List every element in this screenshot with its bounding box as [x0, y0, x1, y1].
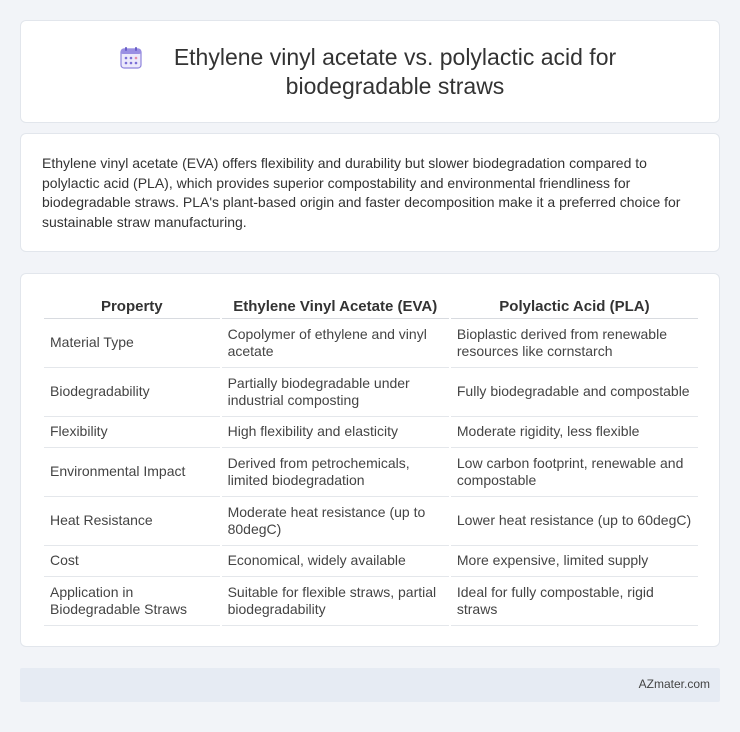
cell-eva: Economical, widely available: [222, 546, 449, 577]
cell-eva: Suitable for flexible straws, partial biodegradability: [222, 577, 449, 626]
cell-property: Environmental Impact: [44, 448, 220, 497]
table-row: [44, 368, 698, 417]
table-row: [44, 546, 698, 577]
cell-property: Flexibility: [44, 417, 220, 448]
header-pla: Polylactic Acid (PLA): [451, 294, 698, 319]
comparison-table-card: [20, 273, 720, 647]
header-eva: Ethylene Vinyl Acetate (EVA): [222, 294, 449, 319]
table-row: [44, 577, 698, 626]
page-title: Ethylene vinyl acetate vs. polylactic acid for biodegradable straws: [173, 44, 617, 99]
cell-eva: Moderate heat resistance (up to 80degC): [222, 497, 449, 546]
cell-eva: Derived from petrochemicals, limited biodegradation: [222, 448, 449, 497]
cell-property: Heat Resistance: [44, 497, 220, 546]
table-row: [44, 497, 698, 546]
table-row: [44, 417, 698, 448]
cell-eva: High flexibility and elasticity: [222, 417, 449, 448]
cell-pla: More expensive, limited supply: [451, 546, 698, 577]
cell-pla: Lower heat resistance (up to 60degC): [451, 497, 698, 546]
table-header-row: [44, 294, 698, 319]
cell-property: Material Type: [44, 319, 220, 368]
cell-pla: Ideal for fully compostable, rigid straws: [451, 577, 698, 626]
table-row: [44, 448, 698, 497]
cell-pla: Fully biodegradable and compostable: [451, 368, 698, 417]
cell-pla: Moderate rigidity, less flexible: [451, 417, 698, 448]
footer-bar: [20, 668, 720, 702]
title-card: [20, 20, 720, 123]
cell-pla: Low carbon footprint, renewable and compostable: [451, 448, 698, 497]
comparison-table: [42, 294, 700, 626]
summary-text: Ethylene vinyl acetate (EVA) offers flexibility and durability but slower biodegradation compared to polylactic acid (PLA), which provides superior compostability and environmental friendliness for biodegradable straws. PLA's plant-based origin and faster decomposition make it a preferred choice for sustainable straw manufacturing.: [42, 155, 681, 230]
cell-property: Biodegradability: [44, 368, 220, 417]
cell-pla: Bioplastic derived from renewable resources like cornstarch: [451, 319, 698, 368]
cell-property: Application in Biodegradable Straws: [44, 577, 220, 626]
cell-eva: Copolymer of ethylene and vinyl acetate: [222, 319, 449, 368]
header-property: Property: [44, 294, 220, 319]
summary-card: [20, 133, 720, 252]
footer-site-link[interactable]: AZmater.com: [638, 677, 710, 691]
cell-eva: Partially biodegradable under industrial composting: [222, 368, 449, 417]
table-row: [44, 319, 698, 368]
cell-property: Cost: [44, 546, 220, 577]
